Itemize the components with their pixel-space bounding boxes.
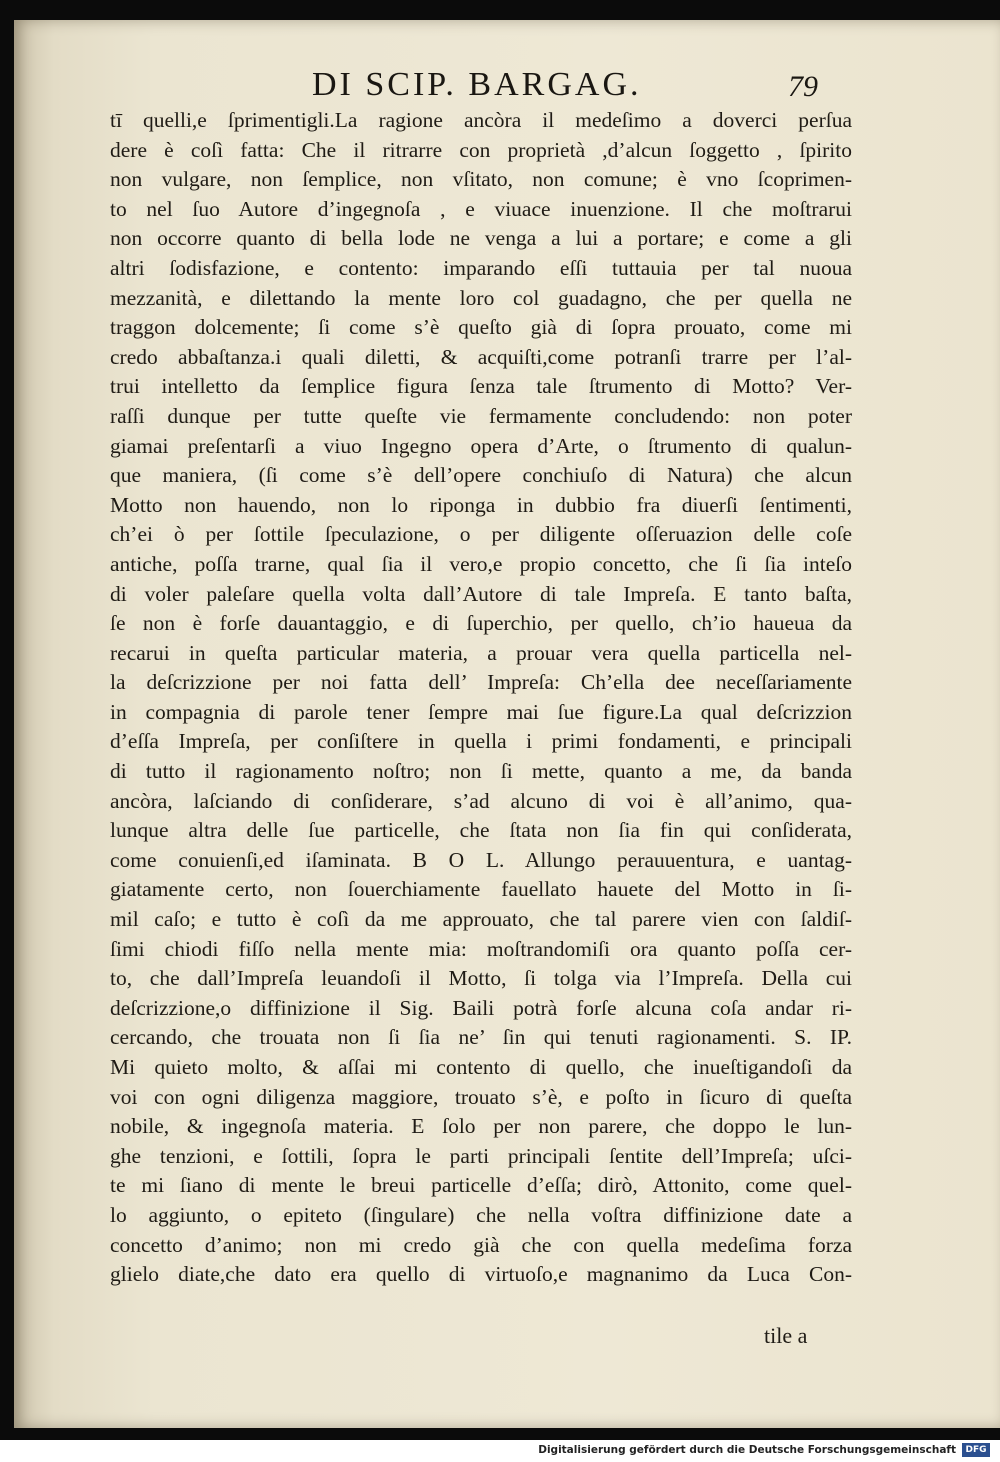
text-line: tī quelli,e ſprimentigli.La ragione ancòra il medeſimo a doverci perſua	[110, 108, 852, 132]
text-line: di voler paleſare quella volta dall’Autore di tale Impreſa. E tanto baſta,	[110, 581, 852, 606]
text-line: concetto d’animo; non mi credo già che con quella medeſima forza	[110, 1232, 852, 1257]
text-line: d’eſſa Impreſa, per conſiſtere in quella i primi fondamenti, e principali	[110, 729, 852, 754]
text-line: deſcrizzione,o diffinizione il Sig. Baili potrà forſe alcuna coſa andar ri-	[110, 995, 852, 1020]
text-line: la deſcrizzione per noi fatta dell’ Impreſa: Ch’ella dee neceſſariamente	[110, 670, 852, 695]
text-line: nobile, & ingegnoſa materia. E ſolo per non parere, che doppo le lun-	[110, 1114, 852, 1139]
text-line: giamai preſentarſi a viuo Ingegno opera d’Arte, o ſtrumento di qualun-	[110, 433, 852, 458]
text-line: Motto non hauendo, non lo riponga in dubbio fra diuerſi ſentimenti,	[110, 492, 852, 517]
text-line: lo aggiunto, o epiteto (ſingulare) che nella voſtra diffinizione date a	[110, 1202, 852, 1227]
text-line: to, che dall’Impreſa leuandoſi il Motto, ſi tolga via l’Impreſa. Della cui	[110, 966, 852, 991]
footer-strip	[0, 1440, 1000, 1462]
text-line: lunque altra delle ſue particelle, che ſtata non ſia fin qui conſiderata,	[110, 818, 852, 843]
text-line: que maniera, (ſi come s’è dell’opere conchiuſo di Natura) che alcun	[110, 463, 852, 488]
text-line: mil caſo; e tutto è coſì da me approuato, che tal parere vien con ſaldiſ-	[110, 907, 852, 932]
text-line: ancòra, laſciando di conſiderare, s’ad alcuno di voi è all’animo, qua-	[110, 788, 852, 813]
text-line: non occorre quanto di bella lode ne venga a lui a portare; e come a gli	[110, 226, 852, 251]
text-line: altri ſodisfazione, e contento: imparando eſſi tuttauia per tal nuoua	[110, 255, 852, 280]
text-line: ſimi chiodi fiſſo nella mente mia: moſtrandomiſi ora quanto poſſa cer-	[110, 936, 852, 961]
text-line: dere è coſì fatta: Che il ritrarre con proprietà ,d’alcun ſoggetto , ſpirito	[110, 137, 852, 162]
text-line: di tutto il ragionamento noſtro; non ſi mette, quanto a me, da banda	[110, 759, 852, 784]
text-line: glielo diate,che dato era quello di virtuoſo,e magnanimo da Luca Con-	[110, 1262, 852, 1287]
text-line: credo abbaſtanza.i quali diletti, & acquiſti,come potranſi trarre per l’al-	[110, 344, 852, 369]
text-line: in compagnia di parole tener ſempre mai ſue figure.La qual deſcrizzion	[110, 699, 852, 724]
dfg-logo: DFG	[962, 1443, 990, 1457]
text-line: ghe tenzioni, e ſottili, ſopra le parti principali ſentite dell’Impreſa; uſci-	[110, 1143, 852, 1168]
text-line: non vulgare, non ſemplice, non vſitato, non comune; è vno ſcoprimen-	[110, 167, 852, 192]
text-line: come conuienſi,ed iſaminata. B O L. Allungo perauuentura, e uantag-	[110, 847, 852, 872]
text-line: Mi quieto molto, & aſſai mi contento di quello, che inueſtigandoſi da	[110, 1055, 852, 1079]
text-line: trui intelletto da ſemplice figura ſenza tale ſtrumento di Motto? Ver-	[110, 374, 852, 399]
catchword: tile a	[764, 1323, 808, 1348]
page-number: 79	[788, 70, 818, 103]
text-line: giatamente certo, non ſouerchiamente fauellato hauete del Motto in ſi-	[110, 877, 852, 902]
text-line: recarui in queſta particular materia, a prouar vera quella particella nel-	[110, 640, 852, 665]
text-line: traggon dolcemente; ſi come s’è queſto già di ſopra prouato, come mi	[110, 315, 852, 340]
funding-credit: Digitalisierung gefördert durch die Deutsche Forschungsgemeinschaft	[538, 1444, 956, 1456]
text-line: antiche, poſſa trarne, qual ſia il vero,e propio concetto, che ſi ſia inteſo	[110, 551, 852, 576]
text-line: to nel ſuo Autore d’ingegnoſa , e viuace inuenzione. Il che moſtrarui	[110, 196, 852, 221]
text-line: ſe non è forſe dauantaggio, e di ſuperchio, per quello, ch’io haueua da	[110, 611, 852, 636]
running-head: DI SCIP. BARGAG.	[312, 66, 642, 103]
text-line: voi con ogni diligenza maggiore, trouato s’è, e poſto in ſicuro di queſta	[110, 1084, 852, 1109]
text-line: mezzanità, e dilettando la mente loro col guadagno, che per quella ne	[110, 285, 852, 310]
text-line: ch’ei ò per ſottile ſpeculazione, o per diligente oſſeruazion delle coſe	[110, 522, 852, 547]
body-text	[110, 106, 852, 1290]
text-line: te mi ſiano di mente le breui particelle d’eſſa; dirò, Attonito, come quel-	[110, 1173, 852, 1198]
text-line: raſſi dunque per tutte queſte vie fermamente concludendo: non poter	[110, 403, 852, 428]
text-line: cercando, che trouata non ſi ſia ne’ ſin qui tenuti ragionamenti. S. IP.	[110, 1025, 852, 1050]
book-page	[14, 20, 1000, 1428]
